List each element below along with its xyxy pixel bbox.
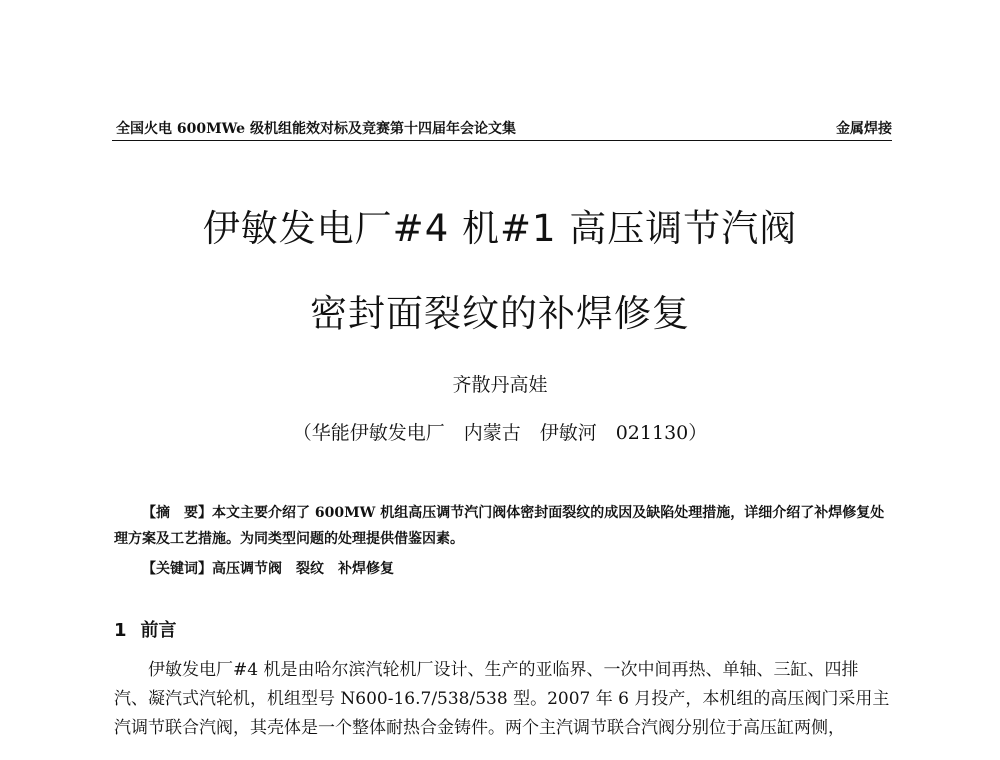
- keywords: [142, 558, 394, 578]
- author-names: 齐散丹高娃: [452, 374, 548, 396]
- paper-title-line-2: 密封面裂纹的补焊修复: [310, 292, 690, 335]
- keywords-label: 【关键词】: [142, 561, 212, 577]
- header-category: 金属焊接: [836, 121, 892, 137]
- header-proceedings-title: 全国火电 600MWe 级机组能效对标及竞赛第十四届年会论文集: [116, 121, 516, 137]
- abstract-text: 本文主要介绍了 600MW 机组高压调节汽门阀体密封面裂纹的成因及缺陷处理措施，详细介绍了补焊修复处理方案及工艺措施。为同类型问题的处理提供借鉴因素。: [114, 505, 885, 547]
- abstract-label: 【摘 要】: [142, 505, 212, 521]
- section-title: 前言: [140, 620, 177, 641]
- keywords-text: 高压调节阀 裂纹 补焊修复: [212, 561, 394, 577]
- abstract: [114, 500, 890, 552]
- paper-title-line-1: 伊敏发电厂#4 机#1 高压调节汽阀: [202, 207, 798, 250]
- body-paragraph: 伊敏发电厂#4 机是由哈尔滨汽轮机厂设计、生产的亚临界、一次中间再热、单轴、三缸、四排汽、凝汽式汽轮机，机组型号 N600-16.7/538/538 型。2007 年 6 月投产，本机组的高压阀门采用主汽调节联合汽阀，其壳体是一个整体耐热合金铸件。两个主汽调节联合汽阀分别位于高压缸两侧，: [114, 660, 890, 738]
- running-header: [112, 114, 892, 141]
- section-heading: [114, 616, 177, 642]
- section-number: 1: [114, 620, 127, 641]
- author-affiliation: （华能伊敏发电厂 内蒙古 伊敏河 021130）: [292, 422, 708, 444]
